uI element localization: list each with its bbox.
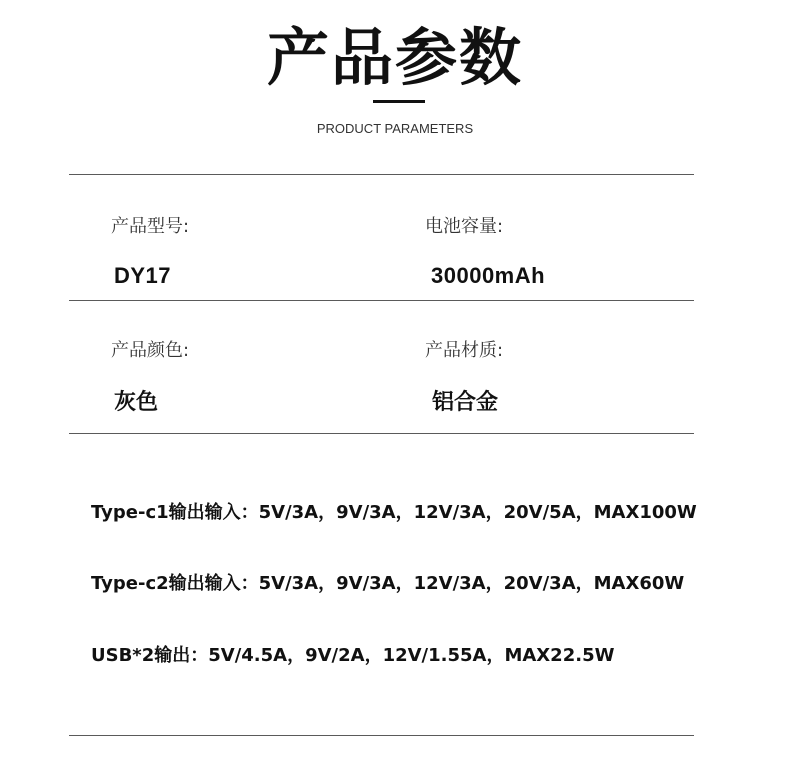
divider-top	[69, 174, 694, 175]
color-value: 灰色	[114, 390, 159, 415]
divider-lower	[69, 433, 694, 434]
color-label: 产品颜色:	[111, 340, 190, 361]
model-label: 产品型号:	[111, 216, 190, 237]
spec-line-type-c1: Type-c1输出输入：5V/3A，9V/3A，12V/3A，20V/5A，MAX100W	[91, 502, 697, 523]
capacity-label: 电池容量:	[425, 216, 504, 237]
spec-line-usb: USB*2输出：5V/4.5A，9V/2A，12V/1.55A，MAX22.5W	[91, 645, 615, 666]
divider-middle	[69, 300, 694, 301]
spec-line-type-c2: Type-c2输出输入：5V/3A，9V/3A，12V/3A，20V/3A，MAX60W	[91, 573, 685, 594]
title-underline	[373, 100, 425, 103]
model-value: DY17	[114, 263, 172, 288]
page-title: 产品参数	[266, 21, 523, 94]
material-label: 产品材质:	[425, 340, 504, 361]
page-subtitle: PRODUCT PARAMETERS	[316, 121, 474, 136]
divider-bottom	[69, 735, 694, 736]
capacity-value: 30000mAh	[431, 263, 546, 288]
material-value: 铝合金	[432, 390, 499, 415]
